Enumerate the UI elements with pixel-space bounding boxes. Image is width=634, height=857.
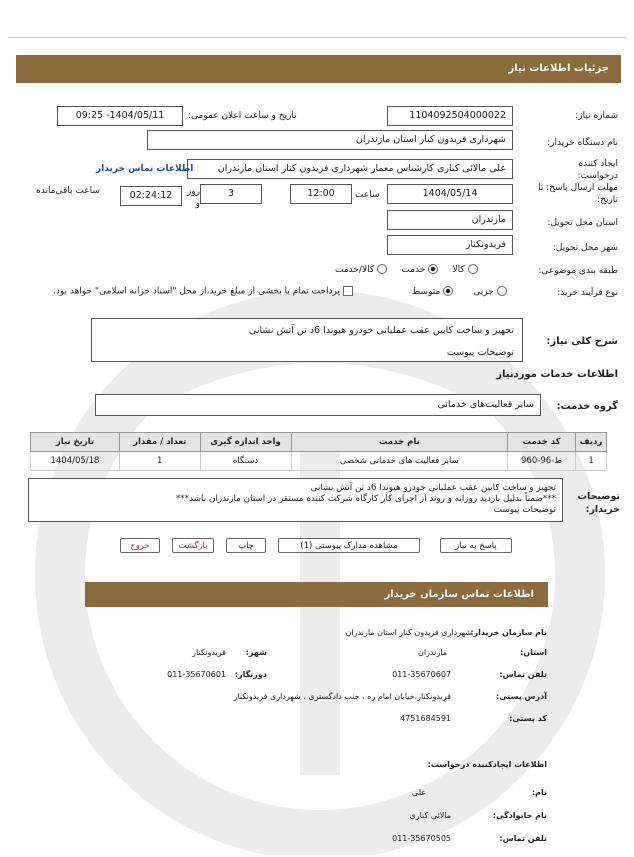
summary-line-2: توضیحات پیوست	[446, 347, 514, 358]
treasury-checkbox[interactable]	[343, 286, 353, 296]
category-label: طبقه بندی موضوعی:	[538, 266, 618, 276]
deadline-time-field: 12:00	[290, 184, 352, 204]
summary-label: شرح کلی نیاز:	[546, 336, 618, 347]
radio-kala-khedmat[interactable]: کالا/خدمت	[335, 265, 387, 275]
creator-family-value: مالائی کناری	[409, 811, 451, 820]
back-button[interactable]: بازگشت	[172, 538, 214, 553]
cell-name: سایر فعالیت های خدماتی شخصی	[291, 452, 508, 471]
services-title: اطلاعات خدمات موردنیاز	[496, 369, 618, 380]
deadline-date-field: 1404/05/14	[387, 184, 513, 204]
creator-phone-label: تلفن تماس:	[499, 834, 547, 843]
contact-postal-value: 4751684591	[400, 714, 451, 723]
radio-jozi[interactable]: جزیی	[473, 287, 506, 297]
creator-label: ایجاد کننده درخواست:	[577, 159, 618, 181]
buyer-field: شهرداری فریدون کنار استان مازندران	[147, 130, 513, 150]
attachments-button[interactable]: مشاهده مدارک پیوستی (1)	[278, 538, 420, 553]
remaining-field: 02:24:12	[120, 186, 182, 206]
items-table	[30, 432, 607, 471]
exit-button[interactable]: خروج	[120, 538, 160, 553]
contact-city-value: فریدونکنار	[192, 648, 226, 657]
contact-address-label: آدرس پستی:	[496, 692, 547, 701]
service-group-label: گروه خدمت:	[556, 401, 618, 412]
payment-note: پرداخت تمام یا بخشی از مبلغ خرید،از محل "اسناد خزانه اسلامی" خواهد بود.	[53, 286, 353, 297]
category-radios	[335, 264, 478, 275]
creator-phone-value: 011-35670505	[392, 834, 451, 843]
summary-box	[91, 318, 523, 362]
contact-city-label: شهر:	[245, 648, 267, 657]
th-code: کد خدمت	[508, 433, 576, 452]
summary-line-1: تجهیز و ساخت کابین عقب عملیاتی خودرو هیوندا 6د تن آتش نشانی	[248, 325, 514, 336]
city-field: فریدونکنار	[387, 235, 513, 255]
buyer-notes-line-1: تجهیز و ساخت کابین عقب عملیاتی خودرو هیوندا 6د تن آتش نشانی	[310, 483, 556, 493]
buyer-contact-link[interactable]: اطلاعات تماس خریدار	[96, 164, 194, 174]
days-field: 3	[200, 184, 262, 204]
deadline-label: مهلت ارسال پاسخ: تا تاریخ:	[538, 183, 618, 205]
process-label: نوع فرآیند خرید:	[557, 288, 618, 298]
days-label: روز و	[186, 187, 200, 209]
remaining-label: ساعت باقی‌مانده	[36, 186, 100, 196]
deadline-time-label: ساعت	[355, 190, 380, 200]
cell-date: 1404/05/18	[31, 452, 120, 471]
cell-qty: 1	[119, 452, 200, 471]
th-row: ردیف	[576, 433, 607, 452]
page-header: جزئیات اطلاعات نیاز	[16, 55, 621, 83]
contact-province-label: استان:	[520, 648, 547, 657]
th-date: تاریخ نیاز	[31, 433, 120, 452]
service-group-field: سایر فعالیت‌های خدماتی	[95, 394, 541, 416]
th-name: نام خدمت	[291, 433, 508, 452]
contact-province-value: مازندران	[418, 648, 447, 657]
contact-postal-label: کد پستی:	[509, 714, 547, 723]
announce-field: 1404/05/11- 09:25	[57, 106, 183, 126]
cell-code: ط-96-960	[508, 452, 576, 471]
contact-header: اطلاعات تماس سازمان خریدار	[85, 582, 548, 607]
creator-name-label: نام:	[531, 788, 547, 797]
creator-name-value: علی	[411, 788, 426, 797]
contact-address-value: فریدونکنار،خیابان امام ره ، جنب دادگستری ، شهرداری فریدونکنار	[233, 692, 451, 701]
contact-org-value: شهرداری فریدون کنار استان مازندران	[345, 628, 472, 637]
th-unit: واحد اندازه گیری	[200, 433, 291, 452]
contact-fax-label: دورنگار:	[234, 670, 267, 679]
creator-field: علی مالائی کناری کارشناس معمار شهرداری فریدون کنار استان مازندران	[187, 159, 513, 179]
radio-khedmat[interactable]: خدمت	[401, 265, 438, 275]
print-button[interactable]: چاپ	[226, 538, 266, 553]
buyer-notes-line-2: ***ضمناً بدلیل بازدید روزانه و روند از اجرای کار کارگاه شرکت کننده مستقر در استان مازندران باشد***	[175, 494, 556, 504]
contact-phone-value: 011-35670607	[392, 670, 451, 679]
radio-motavaset[interactable]: متوسط	[412, 287, 453, 297]
th-qty: تعداد / مقدار	[119, 433, 200, 452]
province-field: مازندران	[387, 210, 513, 230]
need-number-field: 1104092504000022	[387, 106, 513, 126]
process-radios	[412, 286, 507, 297]
province-label: استان محل تحویل:	[547, 218, 618, 228]
need-number-label: شماره نیاز:	[575, 111, 618, 121]
creator-section-title: اطلاعات ایجادکننده درخواست:	[427, 760, 547, 769]
buyer-label: نام دستگاه خریدار:	[547, 138, 618, 148]
top-divider	[8, 37, 626, 38]
radio-kala[interactable]: کالا	[452, 265, 477, 275]
reply-button[interactable]: پاسخ به نیاز	[440, 538, 512, 553]
buyer-notes-box	[28, 478, 563, 522]
contact-phone-label: تلفن تماس:	[499, 670, 547, 679]
creator-family-label: نام خانوادگی:	[492, 811, 547, 820]
contact-fax-value: 011-35670601	[167, 670, 226, 679]
cell-unit: دستگاه	[200, 452, 291, 471]
contact-org-label: نام سازمان خریدار:	[470, 628, 547, 637]
buyer-notes-label: توضیحات خریدار:	[577, 491, 620, 515]
city-label: شهر محل تحویل:	[552, 243, 618, 253]
announce-label: تاریخ و ساعت اعلان عمومی:	[188, 111, 297, 121]
buyer-notes-line-3: توضیحات پیوست	[493, 505, 556, 515]
table-row	[31, 452, 607, 471]
table-header-row	[31, 433, 607, 452]
cell-row: 1	[576, 452, 607, 471]
